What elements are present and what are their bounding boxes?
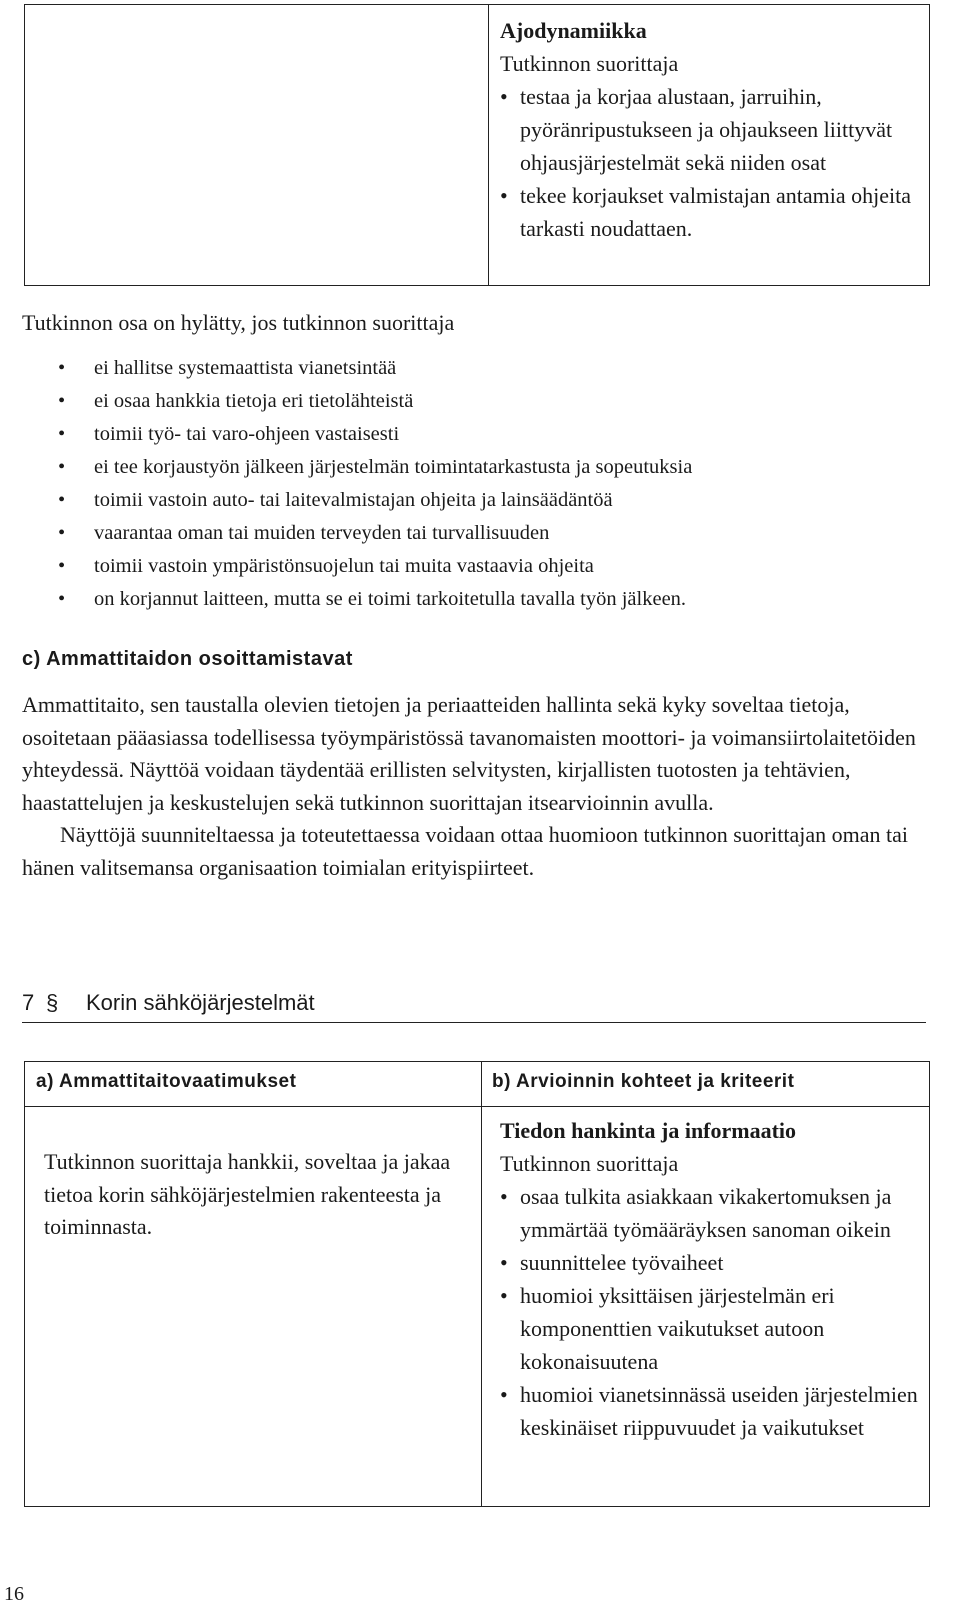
rejection-heading: Tutkinnon osa on hylätty, jos tutkinnon suorittaja <box>22 310 455 335</box>
section-c-body <box>22 689 932 884</box>
cell-lead: Tutkinnon suorittaja <box>500 1151 679 1176</box>
section-7-heading <box>22 988 926 1023</box>
list-item: • toimii vastoin auto- tai laitevalmistajan ohjeita ja lainsäädäntöä <box>58 484 938 517</box>
paragraph: Näyttöjä suunniteltaessa ja toteutettaessa voidaan ottaa huomioon tutkinnon suorittajan oman tai hänen valitsemansa organisaation toimialan erityispiirteet. <box>22 822 909 880</box>
table-header-divider <box>24 1106 930 1107</box>
paragraph: Ammattitaito, sen taustalla olevien tietojen ja periaatteiden hallinta sekä kyky soveltaa tietoja, osoitetaan pääasiassa todellisessa työympäristössä tavanomaisten moottori- ja voimansiirtolaitetöiden yhteydessä. Näyttöä voidaan täydentää erillisten selvitysten, kirjallisten tuotosten ja tehtävien, haastattelujen ja keskustelujen sekä tutkinnon suorittajan itsearvioinnin avulla. <box>22 692 916 815</box>
list-item: • osaa tulkita asiakkaan vikakertomuksen ja ymmärtää työmääräyksen sanoman oikein <box>500 1180 920 1246</box>
list-item: • toimii työ- tai varo-ohjeen vastaisesti <box>58 418 938 451</box>
list-item: • ei tee korjaustyön jälkeen järjestelmän toimintatarkastusta ja sopeutuksia <box>58 451 938 484</box>
table-divider <box>481 1061 482 1507</box>
criteria-list <box>500 1180 920 1444</box>
list-item: • ei hallitse systemaattista vianetsintää <box>58 352 938 385</box>
list-item: • toimii vastoin ympäristönsuojelun tai muita vastaavia ohjeita <box>58 550 938 583</box>
column-header-a: a) Ammattitaitovaatimukset <box>36 1071 297 1092</box>
column-header-b: b) Arvioinnin kohteet ja kriteerit <box>492 1071 795 1092</box>
list-item: • suunnittelee työvaiheet <box>500 1246 920 1279</box>
list-item: • ei osaa hankkia tietoja eri tietolähteistä <box>58 385 938 418</box>
list-item: • huomioi yksittäisen järjestelmän eri komponenttien vaikutukset autoon kokonaisuutena <box>500 1279 920 1378</box>
section-symbol: § <box>46 990 59 1015</box>
table-divider <box>488 4 489 286</box>
section-c-heading: c) Ammattitaidon osoittamistavat <box>22 648 353 670</box>
cell-title: Ajodynamiikka <box>500 18 647 43</box>
criteria-cell <box>500 1114 920 1444</box>
cell-lead: Tutkinnon suorittaja <box>500 51 679 76</box>
requirements-cell: Tutkinnon suorittaja hankkii, soveltaa ja jakaa tietoa korin sähköjärjestelmien rakenteesta ja toiminnasta. <box>44 1149 451 1239</box>
assessment-cell <box>500 14 920 245</box>
list-item: • on korjannut laitteen, mutta se ei toimi tarkoitetulla tavalla työn jälkeen. <box>58 583 938 616</box>
criteria-list <box>500 80 920 245</box>
page-number: 16 <box>4 1583 24 1605</box>
list-item: • testaa ja korjaa alustaan, jarruihin, pyöränripustukseen ja ohjaukseen liittyvät ohjausjärjestelmät sekä niiden osat <box>500 80 920 179</box>
list-item: • vaarantaa oman tai muiden terveyden tai turvallisuuden <box>58 517 938 550</box>
list-item: • huomioi vianetsinnässä useiden järjestelmien keskinäiset riippuvuudet ja vaikutukset <box>500 1378 920 1444</box>
section-title: Korin sähköjärjestelmät <box>86 990 315 1015</box>
rejection-list <box>58 352 938 616</box>
list-item: • tekee korjaukset valmistajan antamia ohjeita tarkasti noudattaen. <box>500 179 920 245</box>
section-number: 7 <box>22 990 35 1015</box>
cell-title: Tiedon hankinta ja informaatio <box>500 1118 797 1143</box>
